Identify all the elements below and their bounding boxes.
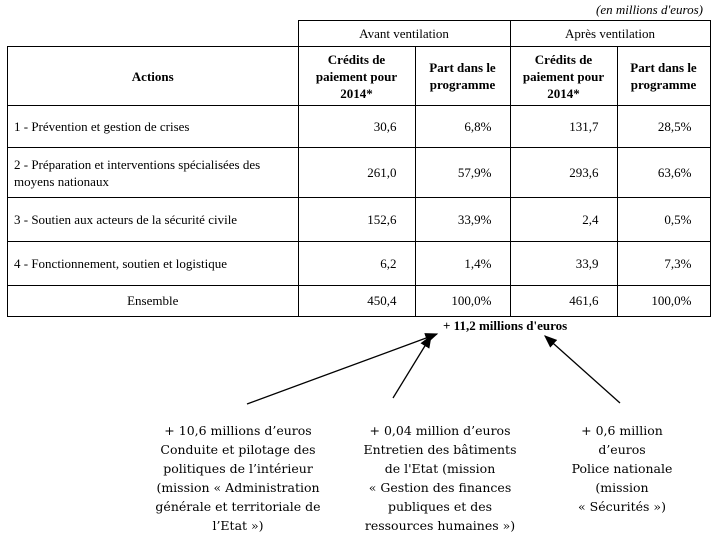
cell: 131,7: [510, 106, 617, 148]
note-line: Police nationale: [571, 461, 673, 476]
note-line: politiques de l’intérieur: [163, 461, 313, 476]
group-header-apres: Après ventilation: [510, 21, 710, 47]
cell: 450,4: [298, 286, 415, 317]
cell: 33,9: [510, 242, 617, 286]
cell: 6,2: [298, 242, 415, 286]
note-line: (mission « Administration: [156, 480, 320, 495]
cell: 6,8%: [415, 106, 510, 148]
cell: 261,0: [298, 148, 415, 198]
cell: 63,6%: [617, 148, 710, 198]
cell: 57,9%: [415, 148, 510, 198]
cell: 100,0%: [415, 286, 510, 317]
note-line: ressources humaines »): [364, 518, 516, 533]
note-line: l’Etat »): [212, 518, 264, 533]
row-label: 1 - Prévention et gestion de crises: [8, 106, 299, 148]
note-finances: [340, 421, 540, 535]
note-line: « Sécurités »): [578, 499, 666, 514]
note-amount: + 10,6 millions d’euros: [164, 423, 312, 438]
cell: 293,6: [510, 148, 617, 198]
row-label: 2 - Préparation et interventions spécialisées des moyens nationaux: [8, 148, 299, 198]
note-interieur: [138, 421, 338, 535]
cell: 30,6: [298, 106, 415, 148]
arrow: [545, 336, 620, 403]
cell: 1,4%: [415, 242, 510, 286]
note-line: générale et territoriale de: [155, 499, 321, 514]
note-amount: + 0,04 million d’euros: [369, 423, 511, 438]
sub-header: Part dans le programme: [617, 47, 710, 106]
note-line: Conduite et pilotage des: [160, 442, 316, 457]
actions-header: Actions: [8, 47, 299, 106]
cell: 100,0%: [617, 286, 710, 317]
cell: 0,5%: [617, 198, 710, 242]
cell: 7,3%: [617, 242, 710, 286]
unit-note: (en millions d'euros): [595, 2, 703, 17]
row-label: 4 - Fonctionnement, soutien et logistique: [8, 242, 299, 286]
arrow: [393, 336, 431, 398]
row-label: 3 - Soutien aux acteurs de la sécurité civile: [8, 198, 299, 242]
note-line: Entretien des bâtiments: [363, 442, 517, 457]
sub-header: Crédits de paiement pour 2014*: [298, 47, 415, 106]
note-securites: [547, 421, 697, 516]
note-line: de l'Etat (mission: [384, 461, 496, 476]
row-label: Ensemble: [8, 286, 299, 317]
total-change: + 11,2 millions d'euros: [443, 318, 568, 333]
arrow: [247, 334, 437, 404]
cell: 33,9%: [415, 198, 510, 242]
cell: 152,6: [298, 198, 415, 242]
sub-header: Crédits de paiement pour 2014*: [510, 47, 617, 106]
group-header-avant: Avant ventilation: [298, 21, 510, 47]
cell: 2,4: [510, 198, 617, 242]
cell: 28,5%: [617, 106, 710, 148]
note-line: d’euros: [598, 442, 646, 457]
cell: 461,6: [510, 286, 617, 317]
sub-header: Part dans le programme: [415, 47, 510, 106]
note-line: (mission: [595, 480, 649, 495]
note-line: publiques et des: [387, 499, 493, 514]
note-line: « Gestion des finances: [368, 480, 512, 495]
note-amount: + 0,6 million: [581, 423, 663, 438]
